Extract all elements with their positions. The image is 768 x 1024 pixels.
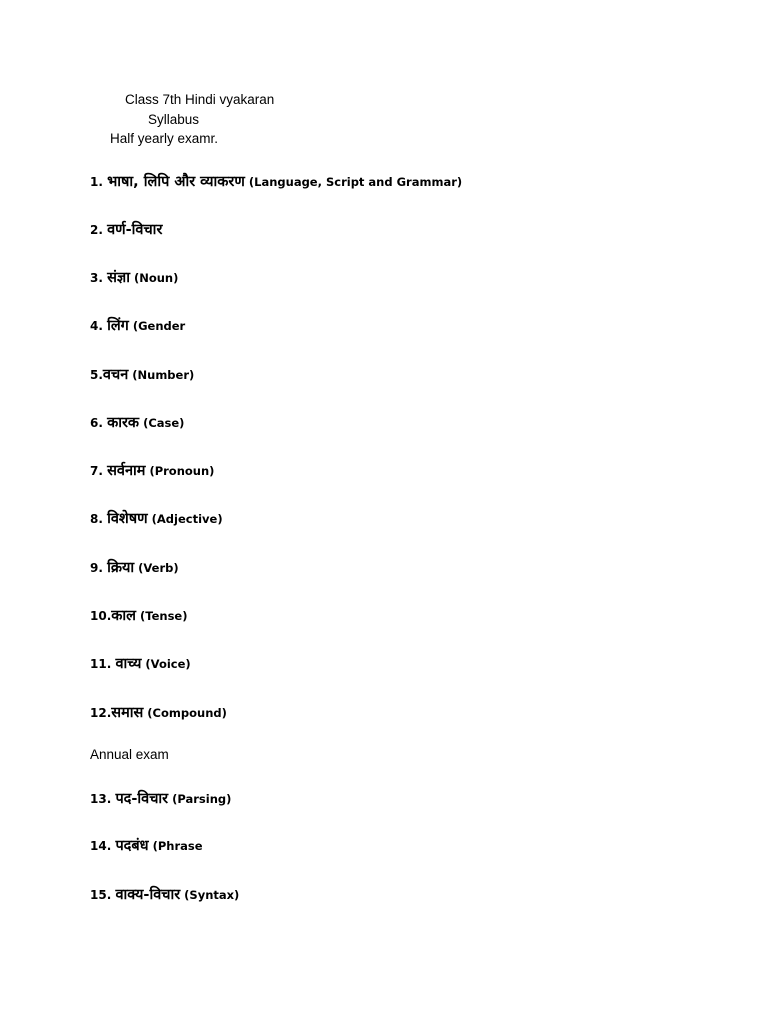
topic-item: 10.काल (Tense): [90, 608, 188, 624]
topic-item: 7. सर्वनाम (Pronoun): [90, 463, 215, 479]
topic-item: 8. विशेषण (Adjective): [90, 511, 223, 527]
topic-item: 14. पदबंध (Phrase: [90, 838, 203, 854]
topic-item: 4. लिंग (Gender: [90, 318, 186, 334]
annual-exam-heading: Annual exam: [90, 747, 169, 762]
topic-item: 1. भाषा, लिपि और व्याकरण (Language, Script and Grammar): [90, 174, 463, 190]
topic-item: 15. वाक्य-विचार (Syntax): [90, 887, 240, 903]
topic-item: 13. पद-विचार (Parsing): [90, 791, 232, 807]
half-yearly-heading: Half yearly examr.: [110, 131, 219, 146]
topic-item: 2. वर्ण-विचार: [90, 222, 163, 238]
syllabus-heading: Syllabus: [148, 112, 200, 127]
topic-item: 12.समास (Compound): [90, 705, 227, 721]
topic-item: 5.वचन (Number): [90, 367, 195, 383]
document-title: Class 7th Hindi vyakaran: [125, 92, 275, 107]
topic-item: 6. कारक (Case): [90, 415, 185, 431]
topic-item: 9. क्रिया (Verb): [90, 560, 179, 576]
topic-item: 3. संज्ञा (Noun): [90, 270, 179, 286]
topic-item: 11. वाच्य (Voice): [90, 656, 191, 672]
